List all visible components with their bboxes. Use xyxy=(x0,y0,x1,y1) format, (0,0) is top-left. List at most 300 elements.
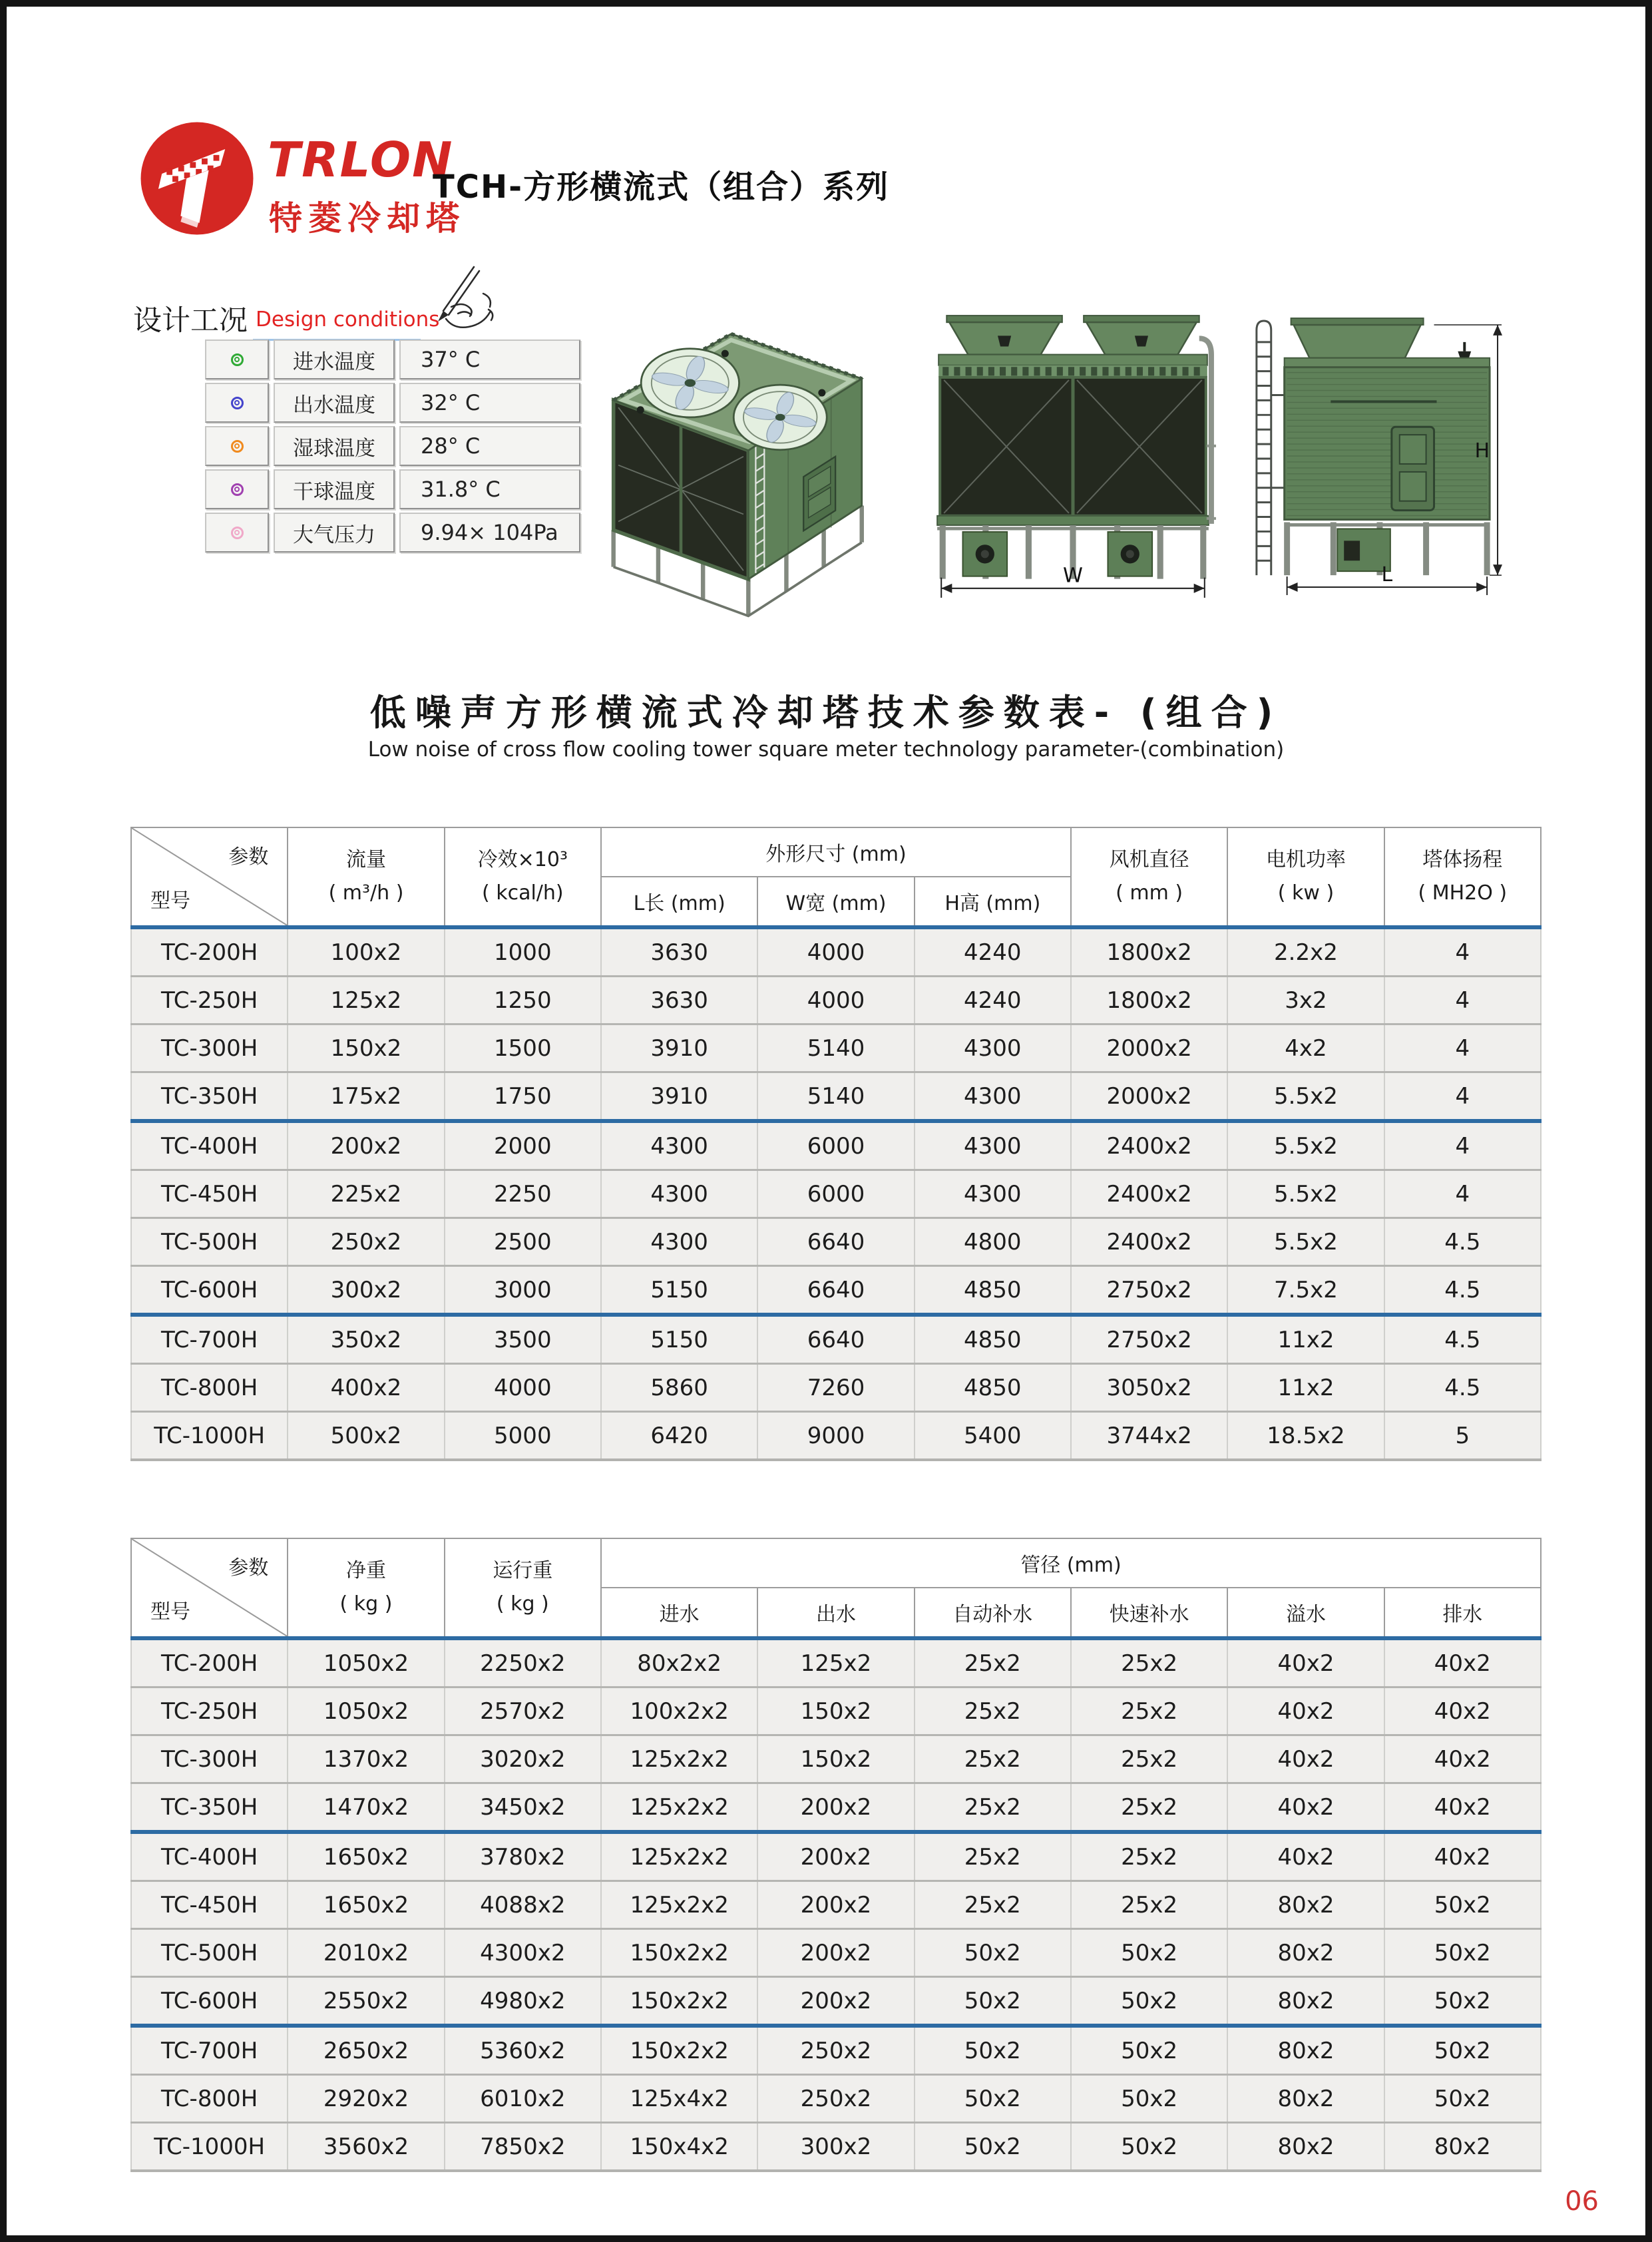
value-cell: 200x2 xyxy=(757,1881,914,1929)
trlon-logo-icon xyxy=(138,120,256,237)
value-cell: 40x2 xyxy=(1227,1687,1384,1735)
value-cell: 50x2 xyxy=(1384,1881,1541,1929)
header-cell: 溢水 xyxy=(1227,1588,1384,1638)
value-cell: 1650x2 xyxy=(288,1881,444,1929)
value-cell: 4980x2 xyxy=(445,1977,601,2026)
value-cell: 3560x2 xyxy=(288,2123,444,2171)
model-cell: TC-250H xyxy=(131,1687,288,1735)
value-cell: 4240 xyxy=(915,927,1071,977)
header-unit: ( mm ) xyxy=(1116,881,1183,905)
value-cell: 3500 xyxy=(445,1315,601,1364)
value-cell: 7260 xyxy=(757,1364,914,1412)
cooling-tower-side-view xyxy=(1238,316,1503,596)
value-cell: 4088x2 xyxy=(445,1881,601,1929)
value-cell: 80x2 xyxy=(1227,1881,1384,1929)
value-cell: 4850 xyxy=(915,1266,1071,1315)
table-row xyxy=(131,927,1541,977)
model-cell: TC-300H xyxy=(131,1024,288,1072)
value-cell: 125x2 xyxy=(757,1638,914,1687)
value-cell: 4 xyxy=(1384,977,1541,1024)
value-cell: 150x2x2 xyxy=(601,1929,757,1977)
value-cell: 6420 xyxy=(601,1412,757,1460)
value-cell: 2000x2 xyxy=(1071,1072,1227,1122)
condition-label: 进水温度 xyxy=(274,339,395,379)
value-cell: 2010x2 xyxy=(288,1929,444,1977)
value-cell: 4 xyxy=(1384,1024,1541,1072)
value-cell: 9000 xyxy=(757,1412,914,1460)
header-unit: ( MH2O ) xyxy=(1418,881,1508,905)
bullet-ring-icon xyxy=(231,397,244,409)
value-cell: 2400x2 xyxy=(1071,1170,1227,1218)
model-cell: TC-500H xyxy=(131,1929,288,1977)
spec-table-1 xyxy=(130,827,1542,1461)
value-cell: 50x2 xyxy=(1071,2123,1227,2171)
header-line: 运行重 xyxy=(493,1558,553,1582)
header-cell: 进水 xyxy=(601,1588,757,1638)
dim-label-l: L xyxy=(1381,563,1393,587)
value-cell: 4300 xyxy=(601,1121,757,1170)
corner-label-param: 参数 xyxy=(228,1556,269,1580)
value-cell: 3630 xyxy=(601,977,757,1024)
value-cell: 6010x2 xyxy=(445,2075,601,2123)
bullet-ring-inner xyxy=(234,400,240,405)
value-cell: 4x2 xyxy=(1227,1024,1384,1072)
bullet-ring-inner xyxy=(234,487,240,492)
value-cell: 50x2 xyxy=(1384,2026,1541,2075)
cooling-tower-isometric-image xyxy=(564,290,899,621)
table-row xyxy=(131,1024,1541,1072)
value-cell: 50x2 xyxy=(915,2123,1071,2171)
value-cell: 4 xyxy=(1384,1121,1541,1170)
header-line: 塔体扬程 xyxy=(1422,847,1503,871)
value-cell: 1050x2 xyxy=(288,1638,444,1687)
condition-bullet-cell xyxy=(205,339,269,379)
value-cell: 3780x2 xyxy=(445,1832,601,1881)
value-cell: 4850 xyxy=(915,1364,1071,1412)
value-cell: 150x4x2 xyxy=(601,2123,757,2171)
value-cell: 3020x2 xyxy=(445,1735,601,1783)
value-cell: 7850x2 xyxy=(445,2123,601,2171)
model-cell: TC-500H xyxy=(131,1218,288,1266)
header-unit: ( kg ) xyxy=(496,1592,549,1616)
value-cell: 100x2x2 xyxy=(601,1687,757,1735)
header-unit: ( kw ) xyxy=(1277,881,1335,905)
value-cell: 2500 xyxy=(445,1218,601,1266)
value-cell: 80x2 xyxy=(1227,2075,1384,2123)
header-cell xyxy=(1227,827,1384,927)
value-cell: 4300 xyxy=(601,1170,757,1218)
value-cell: 125x4x2 xyxy=(601,2075,757,2123)
value-cell: 25x2 xyxy=(1071,1832,1227,1881)
value-cell: 50x2 xyxy=(1071,1977,1227,2026)
value-cell: 125x2x2 xyxy=(601,1832,757,1881)
header-line: 冷效×10³ xyxy=(477,847,568,871)
table-row xyxy=(131,1121,1541,1170)
table-row xyxy=(131,1266,1541,1315)
value-cell: 40x2 xyxy=(1384,1687,1541,1735)
corner-label-param: 参数 xyxy=(228,845,269,869)
value-cell: 200x2 xyxy=(757,1783,914,1833)
header-cell xyxy=(288,827,444,927)
bullet-ring-icon xyxy=(231,440,244,453)
value-cell: 1800x2 xyxy=(1071,977,1227,1024)
brand-subtitle: 特菱冷却塔 xyxy=(269,199,465,238)
value-cell: 25x2 xyxy=(1071,1638,1227,1687)
header-line: 流量 xyxy=(345,847,386,871)
design-conditions-title-en: Design conditions xyxy=(256,308,440,332)
model-cell: TC-800H xyxy=(131,1364,288,1412)
value-cell: 200x2 xyxy=(757,1977,914,2026)
table-row xyxy=(131,1687,1541,1735)
table-row xyxy=(131,2123,1541,2171)
value-cell: 25x2 xyxy=(915,1735,1071,1783)
value-cell: 4 xyxy=(1384,1072,1541,1122)
value-cell: 5.5x2 xyxy=(1227,1121,1384,1170)
front-fan-cowls xyxy=(946,316,1199,355)
condition-bullet-cell xyxy=(205,383,269,423)
value-cell: 3910 xyxy=(601,1072,757,1122)
value-cell: 50x2 xyxy=(1071,1929,1227,1977)
header-cell: 排水 xyxy=(1384,1588,1541,1638)
value-cell: 5000 xyxy=(445,1412,601,1460)
value-cell: 5.5x2 xyxy=(1227,1170,1384,1218)
value-cell: 350x2 xyxy=(288,1315,444,1364)
value-cell: 2400x2 xyxy=(1071,1218,1227,1266)
header-cell xyxy=(445,827,601,927)
table-row xyxy=(131,1364,1541,1412)
value-cell: 1000 xyxy=(445,927,601,977)
value-cell: 2400x2 xyxy=(1071,1121,1227,1170)
header-line: 净重 xyxy=(345,1558,386,1582)
value-cell: 250x2 xyxy=(757,2075,914,2123)
value-cell: 1470x2 xyxy=(288,1783,444,1833)
value-cell: 18.5x2 xyxy=(1227,1412,1384,1460)
value-cell: 125x2x2 xyxy=(601,1783,757,1833)
value-cell: 50x2 xyxy=(1071,2026,1227,2075)
value-cell: 150x2 xyxy=(757,1687,914,1735)
corner-label-model: 型号 xyxy=(150,889,190,913)
hand-pencil-icon xyxy=(405,263,498,333)
value-cell: 1800x2 xyxy=(1071,927,1227,977)
header-cell: 管径 (mm) xyxy=(601,1538,1541,1588)
value-cell: 4300 xyxy=(915,1024,1071,1072)
model-cell: TC-350H xyxy=(131,1072,288,1122)
header-cell: 自动补水 xyxy=(915,1588,1071,1638)
condition-row xyxy=(205,513,580,553)
value-cell: 200x2 xyxy=(757,1832,914,1881)
value-cell: 150x2x2 xyxy=(601,2026,757,2075)
model-cell: TC-200H xyxy=(131,927,288,977)
value-cell: 25x2 xyxy=(915,1783,1071,1833)
value-cell: 2000 xyxy=(445,1121,601,1170)
condition-label: 干球温度 xyxy=(274,469,395,509)
value-cell: 300x2 xyxy=(757,2123,914,2171)
table-row xyxy=(131,1170,1541,1218)
value-cell: 50x2 xyxy=(915,2026,1071,2075)
value-cell: 11x2 xyxy=(1227,1364,1384,1412)
header-cell: L长 (mm) xyxy=(601,877,757,927)
page-title: TCH-方形横流式（组合）系列 xyxy=(433,168,890,206)
value-cell: 2000x2 xyxy=(1071,1024,1227,1072)
value-cell: 4850 xyxy=(915,1315,1071,1364)
table-row xyxy=(131,1218,1541,1266)
header-cell: 出水 xyxy=(757,1588,914,1638)
design-conditions-table xyxy=(205,339,580,553)
value-cell: 5140 xyxy=(757,1072,914,1122)
table-row xyxy=(131,1072,1541,1122)
value-cell: 1370x2 xyxy=(288,1735,444,1783)
value-cell: 80x2 xyxy=(1227,2026,1384,2075)
model-cell: TC-300H xyxy=(131,1735,288,1783)
side-ladder xyxy=(1257,321,1285,575)
value-cell: 2920x2 xyxy=(288,2075,444,2123)
condition-value: 9.94× 104Pa xyxy=(399,513,580,553)
value-cell: 500x2 xyxy=(288,1412,444,1460)
value-cell: 6000 xyxy=(757,1121,914,1170)
condition-label: 湿球温度 xyxy=(274,426,395,466)
model-cell: TC-350H xyxy=(131,1783,288,1833)
value-cell: 5150 xyxy=(601,1266,757,1315)
corner-label-model: 型号 xyxy=(150,1600,190,1624)
value-cell: 1650x2 xyxy=(288,1832,444,1881)
value-cell: 3910 xyxy=(601,1024,757,1072)
value-cell: 400x2 xyxy=(288,1364,444,1412)
value-cell: 4300x2 xyxy=(445,1929,601,1977)
value-cell: 4300 xyxy=(915,1121,1071,1170)
table-row xyxy=(131,1638,1541,1687)
header-cell xyxy=(131,1538,288,1638)
value-cell: 4 xyxy=(1384,927,1541,977)
value-cell: 4 xyxy=(1384,1170,1541,1218)
value-cell: 4.5 xyxy=(1384,1218,1541,1266)
page-number: 06 xyxy=(1565,2186,1599,2217)
value-cell: 25x2 xyxy=(915,1638,1071,1687)
value-cell: 2550x2 xyxy=(288,1977,444,2026)
value-cell: 3050x2 xyxy=(1071,1364,1227,1412)
value-cell: 6640 xyxy=(757,1315,914,1364)
table-row xyxy=(131,1977,1541,2026)
model-cell: TC-600H xyxy=(131,1977,288,2026)
value-cell: 2250x2 xyxy=(445,1638,601,1687)
model-cell: TC-1000H xyxy=(131,2123,288,2171)
value-cell: 150x2 xyxy=(757,1735,914,1783)
table-row xyxy=(131,1412,1541,1460)
value-cell: 125x2x2 xyxy=(601,1881,757,1929)
value-cell: 300x2 xyxy=(288,1266,444,1315)
value-cell: 7.5x2 xyxy=(1227,1266,1384,1315)
value-cell: 250x2 xyxy=(757,2026,914,2075)
value-cell: 5860 xyxy=(601,1364,757,1412)
value-cell: 4000 xyxy=(445,1364,601,1412)
value-cell: 150x2 xyxy=(288,1024,444,1072)
bullet-ring-inner xyxy=(234,357,240,362)
value-cell: 4.5 xyxy=(1384,1315,1541,1364)
fan-2-icon xyxy=(733,385,827,450)
value-cell: 50x2 xyxy=(1384,1929,1541,1977)
value-cell: 1250 xyxy=(445,977,601,1024)
value-cell: 5360x2 xyxy=(445,2026,601,2075)
value-cell: 6640 xyxy=(757,1218,914,1266)
value-cell: 4.5 xyxy=(1384,1364,1541,1412)
value-cell: 4300 xyxy=(915,1072,1071,1122)
value-cell: 5 xyxy=(1384,1412,1541,1460)
condition-row xyxy=(205,469,580,509)
spec-table-2 xyxy=(130,1538,1542,2172)
header-unit: ( m³/h ) xyxy=(328,881,404,905)
value-cell: 80x2 xyxy=(1384,2123,1541,2171)
value-cell: 2570x2 xyxy=(445,1687,601,1735)
value-cell: 40x2 xyxy=(1227,1735,1384,1783)
value-cell: 6000 xyxy=(757,1170,914,1218)
header-cell: H高 (mm) xyxy=(915,877,1071,927)
value-cell: 4800 xyxy=(915,1218,1071,1266)
condition-row xyxy=(205,383,580,423)
value-cell: 25x2 xyxy=(1071,1735,1227,1783)
table-row xyxy=(131,2026,1541,2075)
model-cell: TC-1000H xyxy=(131,1412,288,1460)
value-cell: 50x2 xyxy=(915,1977,1071,2026)
value-cell: 5.5x2 xyxy=(1227,1072,1384,1122)
table-row xyxy=(131,977,1541,1024)
table-row xyxy=(131,2075,1541,2123)
model-cell: TC-200H xyxy=(131,1638,288,1687)
value-cell: 25x2 xyxy=(1071,1783,1227,1833)
value-cell: 40x2 xyxy=(1384,1638,1541,1687)
bullet-ring-icon xyxy=(231,353,244,366)
header-cell: W宽 (mm) xyxy=(757,877,914,927)
value-cell: 1500 xyxy=(445,1024,601,1072)
value-cell: 6640 xyxy=(757,1266,914,1315)
table-row xyxy=(131,1315,1541,1364)
condition-value: 37° C xyxy=(399,339,580,379)
value-cell: 25x2 xyxy=(915,1881,1071,1929)
value-cell: 40x2 xyxy=(1227,1783,1384,1833)
header-unit: ( kcal/h) xyxy=(481,881,564,905)
value-cell: 25x2 xyxy=(915,1832,1071,1881)
value-cell: 4000 xyxy=(757,927,914,977)
header-cell xyxy=(131,827,288,927)
condition-label: 大气压力 xyxy=(274,513,395,553)
model-cell: TC-800H xyxy=(131,2075,288,2123)
value-cell: 5400 xyxy=(915,1412,1071,1460)
condition-bullet-cell xyxy=(205,469,269,509)
value-cell: 50x2 xyxy=(915,1929,1071,1977)
dim-label-h: H xyxy=(1474,439,1490,463)
value-cell: 3744x2 xyxy=(1071,1412,1227,1460)
value-cell: 250x2 xyxy=(288,1218,444,1266)
value-cell: 225x2 xyxy=(288,1170,444,1218)
value-cell: 4000 xyxy=(757,977,914,1024)
value-cell: 2750x2 xyxy=(1071,1315,1227,1364)
header-cell xyxy=(1384,827,1541,927)
model-cell: TC-450H xyxy=(131,1881,288,1929)
header-line: 电机功率 xyxy=(1265,847,1346,871)
dim-label-w: W xyxy=(1063,564,1083,588)
value-cell: 200x2 xyxy=(757,1929,914,1977)
value-cell: 4300 xyxy=(915,1170,1071,1218)
condition-row xyxy=(205,426,580,466)
value-cell: 50x2 xyxy=(1384,1977,1541,2026)
value-cell: 100x2 xyxy=(288,927,444,977)
value-cell: 175x2 xyxy=(288,1072,444,1122)
condition-value: 28° C xyxy=(399,426,580,466)
value-cell: 40x2 xyxy=(1384,1735,1541,1783)
value-cell: 80x2 xyxy=(1227,2123,1384,2171)
model-cell: TC-600H xyxy=(131,1266,288,1315)
value-cell: 2250 xyxy=(445,1170,601,1218)
header-cell: 快速补水 xyxy=(1071,1588,1227,1638)
value-cell: 40x2 xyxy=(1384,1832,1541,1881)
condition-value: 32° C xyxy=(399,383,580,423)
value-cell: 40x2 xyxy=(1227,1638,1384,1687)
value-cell: 40x2 xyxy=(1227,1832,1384,1881)
condition-value: 31.8° C xyxy=(399,469,580,509)
value-cell: 125x2x2 xyxy=(601,1735,757,1783)
value-cell: 150x2x2 xyxy=(601,1977,757,2026)
bullet-ring-icon xyxy=(231,483,244,496)
value-cell: 2650x2 xyxy=(288,2026,444,2075)
brand-name: TRLON xyxy=(268,132,454,188)
value-cell: 5150 xyxy=(601,1315,757,1364)
value-cell: 1050x2 xyxy=(288,1687,444,1735)
table-row xyxy=(131,1881,1541,1929)
table-row xyxy=(131,1783,1541,1833)
value-cell: 80x2 xyxy=(1227,1929,1384,1977)
value-cell: 3450x2 xyxy=(445,1783,601,1833)
model-cell: TC-400H xyxy=(131,1832,288,1881)
value-cell: 80x2x2 xyxy=(601,1638,757,1687)
model-cell: TC-400H xyxy=(131,1121,288,1170)
value-cell: 3000 xyxy=(445,1266,601,1315)
value-cell: 2.2x2 xyxy=(1227,927,1384,977)
value-cell: 3630 xyxy=(601,927,757,977)
value-cell: 1750 xyxy=(445,1072,601,1122)
model-cell: TC-700H xyxy=(131,2026,288,2075)
header-cell xyxy=(1071,827,1227,927)
header-cell xyxy=(445,1538,601,1638)
bullet-ring-inner xyxy=(234,530,240,535)
section-title: 低噪声方形横流式冷却塔技术参数表- (组合) xyxy=(369,692,1283,734)
cooling-tower-front-view xyxy=(927,312,1219,600)
condition-bullet-cell xyxy=(205,426,269,466)
condition-label: 出水温度 xyxy=(274,383,395,423)
table-row xyxy=(131,1735,1541,1783)
value-cell: 5.5x2 xyxy=(1227,1218,1384,1266)
value-cell: 50x2 xyxy=(1384,2075,1541,2123)
value-cell: 25x2 xyxy=(1071,1881,1227,1929)
header-line: 风机直径 xyxy=(1109,847,1189,871)
table-row xyxy=(131,1832,1541,1881)
header-cell xyxy=(288,1538,444,1638)
model-cell: TC-250H xyxy=(131,977,288,1024)
value-cell: 11x2 xyxy=(1227,1315,1384,1364)
value-cell: 25x2 xyxy=(1071,1687,1227,1735)
value-cell: 50x2 xyxy=(915,2075,1071,2123)
value-cell: 80x2 xyxy=(1227,1977,1384,2026)
value-cell: 3x2 xyxy=(1227,977,1384,1024)
fan-1-icon xyxy=(641,349,739,417)
value-cell: 40x2 xyxy=(1384,1783,1541,1833)
section-subtitle: Low noise of cross flow cooling tower square meter technology parameter-(combination) xyxy=(367,738,1285,762)
condition-bullet-cell xyxy=(205,513,269,553)
value-cell: 4.5 xyxy=(1384,1266,1541,1315)
model-cell: TC-450H xyxy=(131,1170,288,1218)
design-conditions-title-cn: 设计工况 xyxy=(133,304,248,337)
header-unit: ( kg ) xyxy=(339,1592,393,1616)
value-cell: 4300 xyxy=(601,1218,757,1266)
model-cell: TC-700H xyxy=(131,1315,288,1364)
value-cell: 5140 xyxy=(757,1024,914,1072)
